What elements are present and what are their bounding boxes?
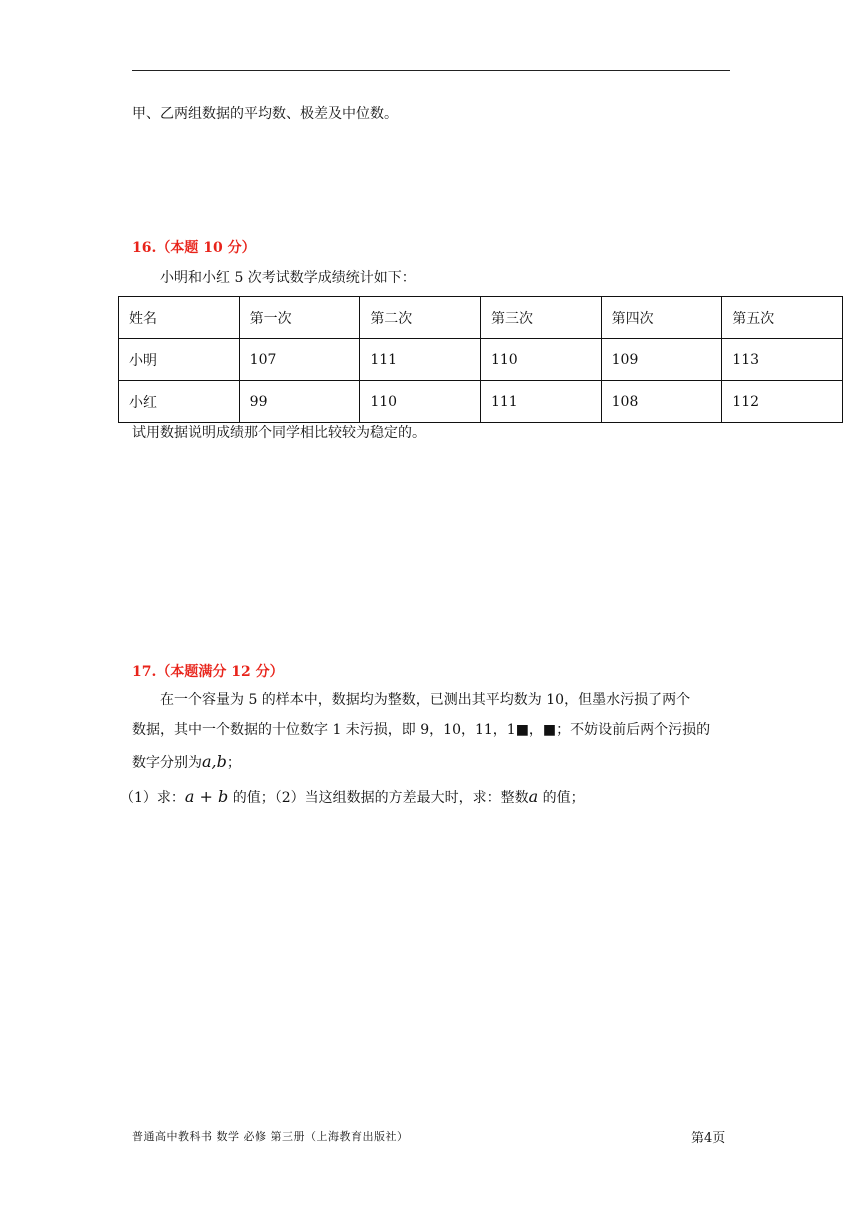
q17-part2-suffix: 的值；: [538, 790, 585, 806]
row-cell: 112: [722, 381, 843, 423]
row-cell: 107: [239, 339, 360, 381]
header-rule: [132, 70, 730, 71]
q17-part1-suffix: 的值；（2）当这组数据的方差最大时，求：整数: [228, 790, 529, 806]
row-cell: 108: [601, 381, 722, 423]
q17-part1-prefix: （1）求：: [120, 790, 185, 806]
q16-question: 试用数据说明成绩那个同学相比较较为稳定的。: [132, 425, 426, 441]
table-header-row: [119, 297, 843, 339]
table-row: [119, 381, 843, 423]
q17-math-ab: a,b: [202, 752, 227, 771]
q17-title: 17.（本题满分 12 分）: [132, 664, 284, 680]
table-row: [119, 339, 843, 381]
row-cell-name: 小明: [119, 339, 240, 381]
header-cell-3: 第三次: [480, 297, 601, 339]
q17-math-a-plus-b: a + b: [184, 787, 229, 806]
row-cell: 110: [360, 381, 481, 423]
scores-table: [118, 296, 843, 423]
row-cell: 110: [480, 339, 601, 381]
row-cell: 113: [722, 339, 843, 381]
row-cell: 109: [601, 339, 722, 381]
header-cell-name: 姓名: [119, 297, 240, 339]
q17-line3-prefix: 数字分别为: [132, 755, 202, 771]
row-cell: 99: [239, 381, 360, 423]
q16-title: 16.（本题 10 分）: [132, 240, 256, 256]
q17-sub-questions: [120, 787, 585, 807]
header-cell-2: 第二次: [360, 297, 481, 339]
row-cell: 111: [480, 381, 601, 423]
header-cell-5: 第五次: [722, 297, 843, 339]
header-cell-4: 第四次: [601, 297, 722, 339]
q16-prompt: 小明和小红 5 次考试数学成绩统计如下：: [160, 270, 416, 286]
q17-math-a: a: [528, 787, 539, 806]
footer-book-title: 普通高中教科书 数学 必修 第三册（上海教育出版社）: [132, 1130, 409, 1143]
footer-page-number: 第4页: [691, 1131, 726, 1146]
intro-line: 甲、乙两组数据的平均数、极差及中位数。: [132, 106, 398, 122]
row-cell: 111: [360, 339, 481, 381]
row-cell-name: 小红: [119, 381, 240, 423]
q17-line3-suffix: ；: [226, 755, 241, 771]
header-cell-1: 第一次: [239, 297, 360, 339]
q17-paragraph-line-3: [132, 752, 241, 772]
q17-paragraph-line-1: 在一个容量为 5 的样本中，数据均为整数，已测出其平均数为 10，但墨水污损了两个: [160, 692, 691, 708]
q17-paragraph-line-2: 数据，其中一个数据的十位数字 1 未污损，即 9，10，11，1■，■；不妨设前后两个污损的: [132, 722, 711, 738]
